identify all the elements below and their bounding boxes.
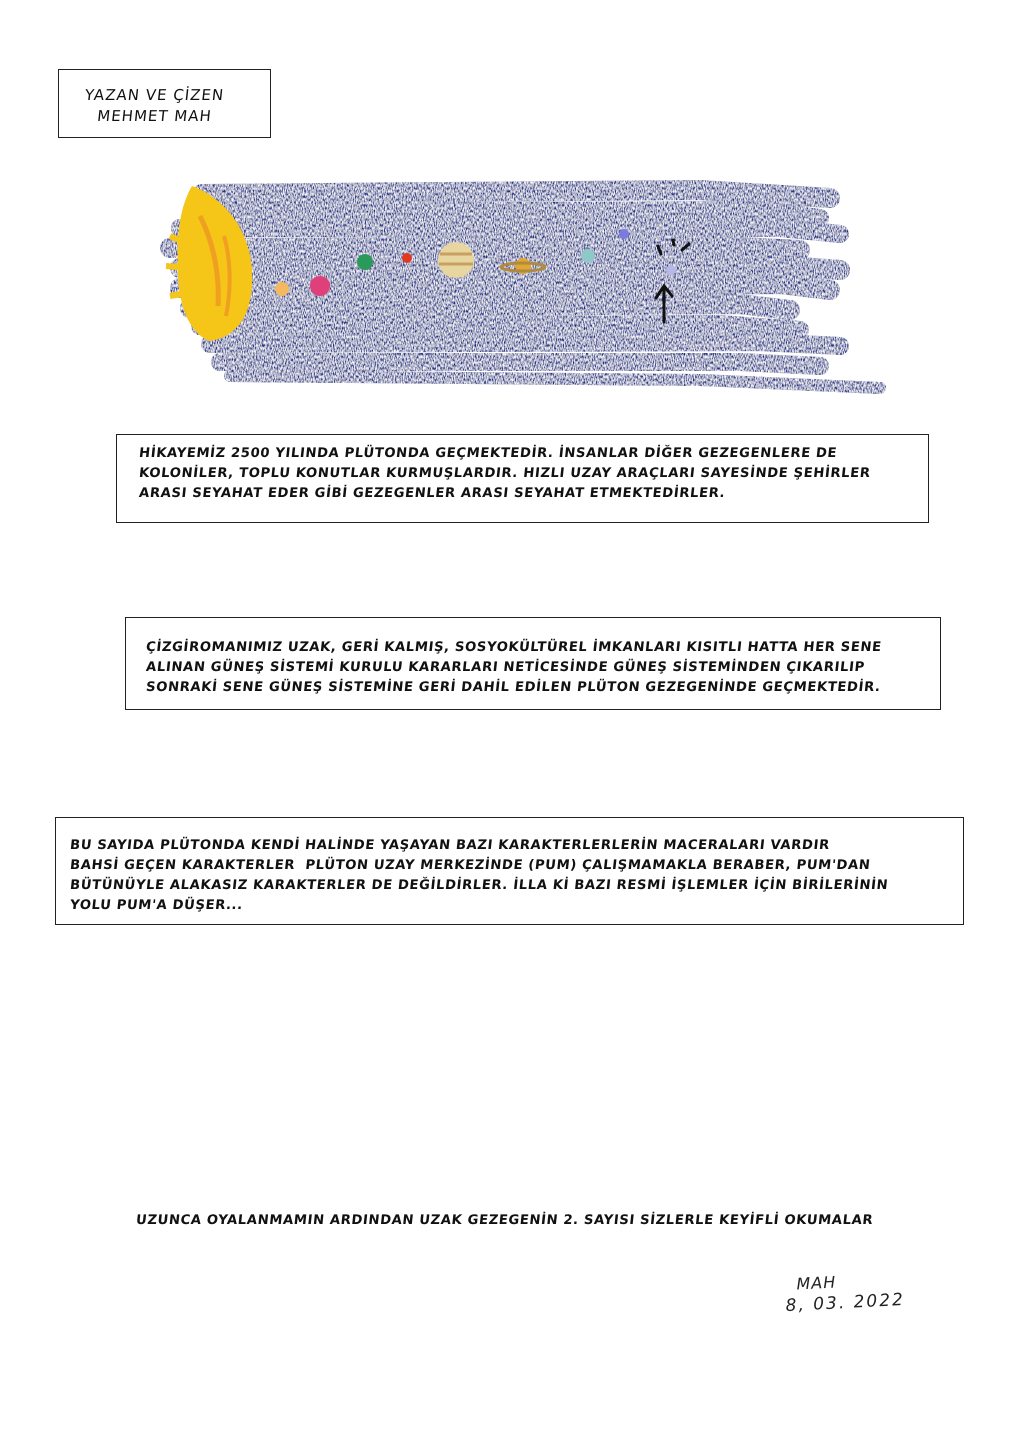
paragraph-line: HİKAYEMİZ 2500 YILINDA PLÜTONDA GEÇMEKTEDİR. İNSANLAR DİĞER GEZEGENLERE DE	[138, 446, 838, 461]
paragraph-line: BAHSİ GEÇEN KARAKTERLER PLÜTON UZAY MERKEZİNDE (PUM) ÇALIŞMAMAKLA BERABER, PUM'DAN	[69, 858, 872, 873]
signature-date: 8, 03. 2022	[785, 1289, 906, 1317]
pluto-icon	[666, 265, 676, 275]
title-line-2: MEHMET MAH	[96, 107, 213, 125]
paragraph-line: YOLU PUM'A DÜŞER...	[69, 898, 244, 913]
paragraph-line: ÇİZGİROMANIMIZ UZAK, GERİ KALMIŞ, SOSYOKÜLTÜREL İMKANLARI KISITLI HATTA HER SENE	[145, 640, 883, 655]
intro-paragraph-box	[116, 434, 929, 523]
solar-system-illustration	[140, 176, 900, 398]
neptune-icon	[619, 229, 629, 239]
paragraph-line: BÜTÜNÜYLE ALAKASIZ KARAKTERLER DE DEĞİLDİRLER. İLLA Kİ BAZI RESMİ İŞLEMLER İÇİN BİRİLERİNİN	[69, 878, 889, 893]
characters-paragraph-box	[55, 817, 964, 925]
mars-icon	[402, 253, 412, 263]
paragraph-line: BU SAYIDA PLÜTONDA KENDİ HALİNDE YAŞAYAN BAZI KARAKTERLERLERİN MACERALARI VARDIR	[69, 838, 831, 853]
paragraph-line: ARASI SEYAHAT EDER GİBİ GEZEGENLER ARASI SEYAHAT ETMEKTEDİRLER.	[138, 486, 726, 501]
jupiter-icon	[438, 242, 474, 278]
title-box	[58, 69, 271, 138]
signature	[784, 1269, 905, 1316]
uranus-icon	[581, 249, 595, 263]
mercury-icon	[275, 282, 289, 296]
venus-icon	[310, 276, 330, 296]
paragraph-line: SONRAKİ SENE GÜNEŞ SİSTEMİNE GERİ DAHİL EDİLEN PLÜTON GEZEGENİNDE GEÇMEKTEDİR.	[145, 680, 882, 695]
signature-name: MAH	[795, 1272, 837, 1294]
paragraph-line: ALINAN GÜNEŞ SİSTEMİ KURULU KARARLARI NETİCESİNDE GÜNEŞ SİSTEMİNDEN ÇIKARILIP	[145, 660, 866, 675]
earth-icon	[357, 254, 373, 270]
paragraph-line: KOLONİLER, TOPLU KONUTLAR KURMUŞLARDIR. HIZLI UZAY ARAÇLARI SAYESİNDE ŞEHİRLER	[138, 466, 872, 481]
setting-paragraph-box	[125, 617, 941, 710]
title-line-1: YAZAN VE ÇİZEN	[84, 86, 226, 104]
closing-message: UZUNCA OYALANMAMIN ARDINDAN UZAK GEZEGENİN 2. SAYISI SİZLERLE KEYİFLİ OKUMALAR	[135, 1213, 874, 1228]
